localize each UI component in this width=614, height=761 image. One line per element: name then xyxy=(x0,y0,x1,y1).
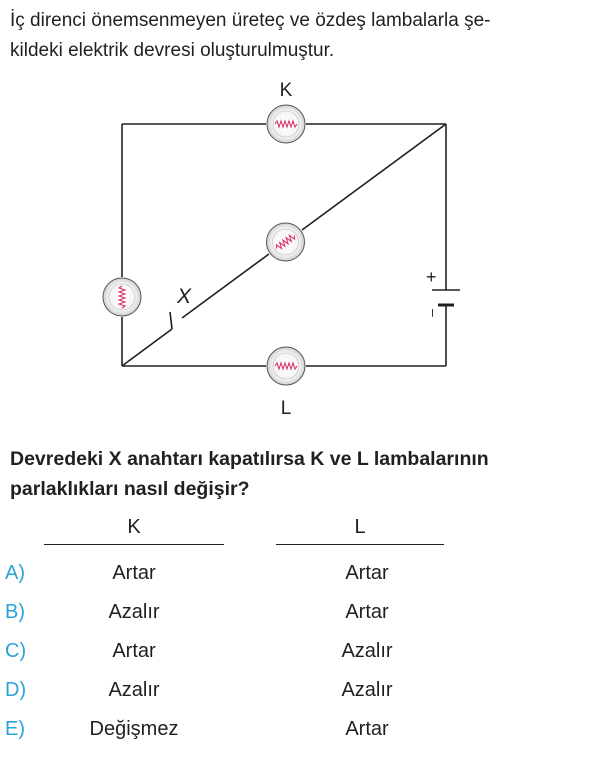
question-text xyxy=(10,444,610,504)
option-k-value: Değişmez xyxy=(89,718,179,740)
switch-blade xyxy=(170,312,172,329)
option-d[interactable] xyxy=(0,679,614,709)
bulb-l-label: L xyxy=(280,398,292,419)
wire-diagonal-lower xyxy=(122,329,172,366)
option-letter: B) xyxy=(5,601,25,623)
switch-x-label: X xyxy=(177,285,192,308)
option-e[interactable] xyxy=(0,718,614,748)
battery-minus-label: – xyxy=(426,309,442,317)
question-line-2: parlaklıkları nasıl değişir? xyxy=(10,478,250,500)
option-b[interactable] xyxy=(0,601,614,631)
option-k-value: Artar xyxy=(112,640,156,662)
option-l-value: Azalır xyxy=(341,679,393,701)
option-letter: E) xyxy=(5,718,25,740)
option-a[interactable] xyxy=(0,562,614,592)
battery-plus-label: + xyxy=(426,267,437,287)
option-l-value: Artar xyxy=(345,562,389,584)
column-header-l: L xyxy=(354,516,366,538)
bulb-l xyxy=(267,347,305,385)
bulb-k xyxy=(267,105,305,143)
option-l-value: Artar xyxy=(345,718,389,740)
bulb-left xyxy=(103,278,141,316)
switch-x xyxy=(170,312,172,329)
option-letter: A) xyxy=(5,562,25,584)
column-header-k: K xyxy=(127,516,141,538)
wire-diagonal-upper xyxy=(302,124,446,230)
option-l-value: Artar xyxy=(345,601,389,623)
intro-line-1: İç direnci önemsenmeyen üreteç ve özdeş lambalarla şe- xyxy=(10,10,491,31)
option-l-value: Azalır xyxy=(341,640,393,662)
option-k-value: Artar xyxy=(112,562,156,584)
intro-line-2: kildeki elektrik devresi oluşturulmuştur. xyxy=(10,40,335,61)
wire-diagonal-middle xyxy=(182,254,269,318)
bulb-k-label: K xyxy=(279,80,293,101)
option-letter: D) xyxy=(5,679,27,701)
column-rule-l xyxy=(276,544,444,545)
battery xyxy=(432,290,460,305)
option-k-value: Azalır xyxy=(108,601,160,623)
bulb-diagonal xyxy=(267,223,305,261)
question-line-1: Devredeki X anahtarı kapatılırsa K ve L lambalarının xyxy=(10,448,489,470)
option-letter: C) xyxy=(5,640,27,662)
column-rule-k xyxy=(44,544,224,545)
option-c[interactable] xyxy=(0,640,614,670)
option-k-value: Azalır xyxy=(108,679,160,701)
